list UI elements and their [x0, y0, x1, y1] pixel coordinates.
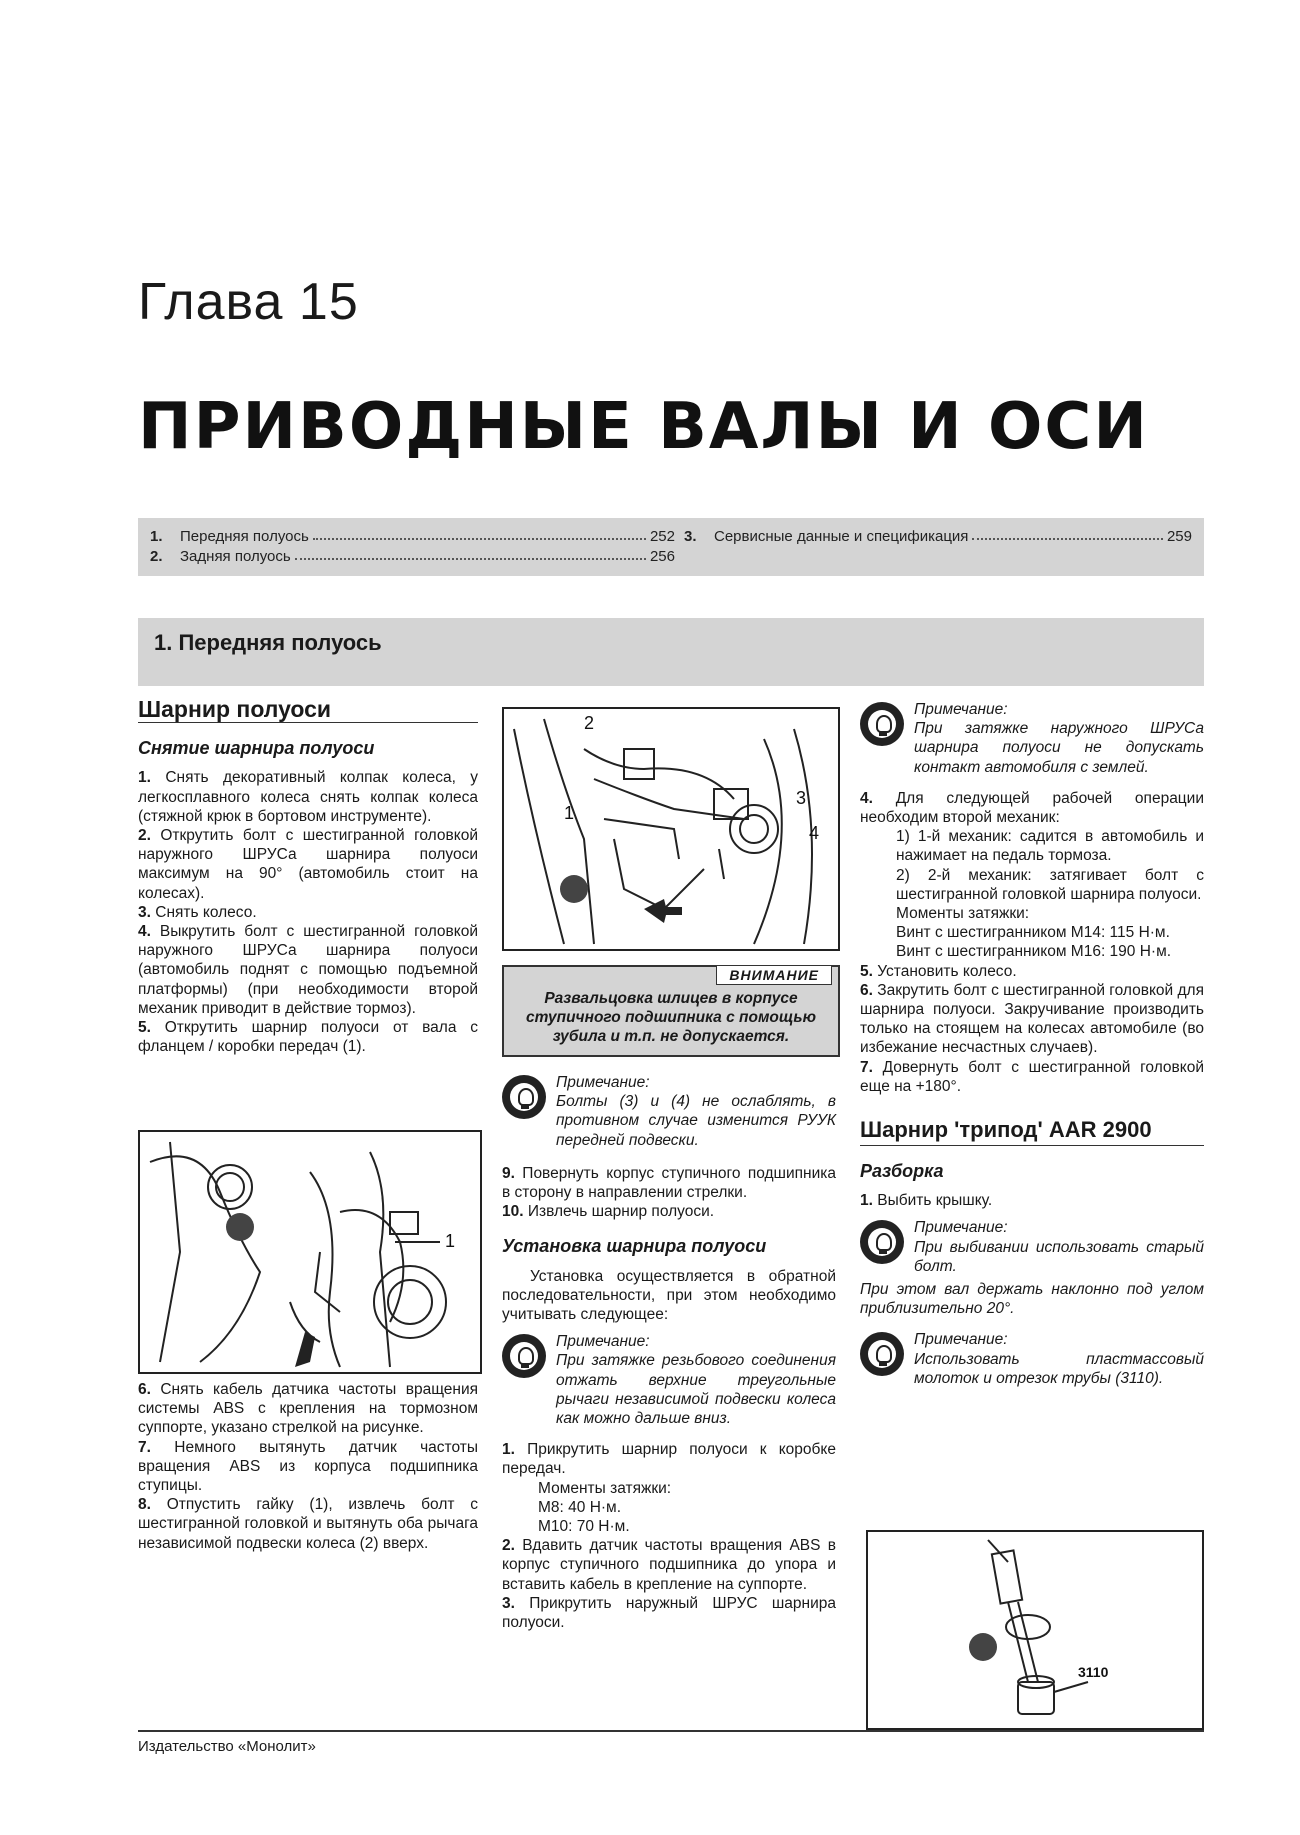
list-item: 1. Прикрутить шарнир полуоси к коробке передач. [502, 1441, 836, 1478]
figure-tripod [866, 1530, 1204, 1730]
column-3 [860, 700, 1204, 1398]
list-item: 7. Немного вытянуть датчик частоты вращения ABS из корпуса подшипника ступицы. [138, 1438, 478, 1495]
toc-page: 256 [649, 548, 675, 565]
list-item: 1. Снять декоративный колпак колеса, у легкосплавного колеса снять колпак колеса (стяжной крюк в бортовом инструменте). [138, 769, 478, 825]
subheading-removal: Снятие шарнира полуоси [138, 738, 375, 759]
lightbulb-icon [502, 1075, 546, 1119]
chapter-label: Глава 15 [138, 273, 359, 331]
warning-text: Развальцовка шлицев в корпусе ступичного подшипника с помощью зубила и т.п. не допускается. [525, 990, 817, 1045]
column-1-continued [138, 1380, 478, 1553]
column-1 [138, 696, 479, 1056]
figure-label: 1 [564, 803, 575, 823]
note-text: Болты (3) и (4) не ослаблять, в противном случае изменится РУУК передней подвески. [556, 1093, 836, 1149]
toc-item[interactable] [150, 528, 675, 545]
lightbulb-icon [860, 1332, 904, 1376]
list-item: 2. Открутить болт с шестигранной головкой наружного ШРУСа шарнира полуоси максимум на 90° (автомобиль стоит на колесах). [138, 827, 478, 902]
toc-page: 259 [1166, 528, 1192, 545]
sub-item: 1) 1-й механик: садится в автомобиль и нажимает на педаль тормоза. [896, 828, 1204, 865]
torque-value: М8: 40 Н·м. [538, 1498, 622, 1516]
torque-head: Моменты затяжки: [538, 1479, 672, 1497]
note [502, 1332, 836, 1428]
heading-tripod: Шарнир 'трипод' AAR 2900 [860, 1118, 1204, 1146]
note [860, 700, 1204, 777]
note-text-extra: При этом вал держать наклонно под углом приблизительно 20°. [860, 1281, 1204, 1318]
warning-tag: ВНИМАНИЕ [716, 965, 832, 985]
figure-drawing [140, 1132, 480, 1372]
warning-box [502, 965, 840, 1057]
paragraph: Установка осуществляется в обратной последовательности, при этом необходимо учитывать следующее: [502, 1267, 836, 1324]
toc-page: 252 [649, 528, 675, 545]
note-text: При выбивании использовать старый болт. [914, 1238, 1204, 1275]
figure-label: 1 [445, 1231, 456, 1251]
toc-num: 1. [150, 528, 163, 545]
list-item: 9. Повернуть корпус ступичного подшипника в сторону в направлении стрелки. [502, 1164, 836, 1202]
lightbulb-icon [502, 1334, 546, 1378]
note-text: При затяжке наружного ШРУСа шарнира полуоси не допускать контакт автомобиля с землей. [914, 720, 1204, 776]
torque-value: Винт с шестигранником М14: 115 Н·м. [896, 924, 1170, 942]
figure-hub-bearing [502, 707, 840, 951]
list-item: 2. Вдавить датчик частоты вращения ABS в корпус ступичного подшипника до упора и вставить кабель в крепление на суппорте. [502, 1537, 837, 1593]
subheading-disassembly: Разборка [860, 1161, 944, 1182]
figure-label: 2 [584, 713, 595, 733]
page-title: ПРИВОДНЫЕ ВАЛЫ И ОСИ [138, 390, 1149, 464]
toc-label: Задняя полуось [180, 548, 291, 565]
subheading-install: Установка шарнира полуоси [502, 1236, 767, 1257]
section-header [138, 618, 1204, 686]
list-item: 6. Закрутить болт с шестигранной головкой для шарнира полуоси. Закручивание производить только на стоящем на колесах автомобиле (во избежание несчастных случаев). [860, 981, 1204, 1057]
list-item: 7. Довернуть болт с шестигранной головкой еще на +180°. [860, 1058, 1204, 1095]
note [860, 1218, 1204, 1276]
toc-num: 3. [684, 528, 697, 545]
note-head: Примечание: [914, 1219, 1008, 1237]
toc-item[interactable] [684, 528, 1192, 545]
figure-abs-cable [138, 1130, 482, 1374]
figure-label: 3110 [1078, 1664, 1109, 1680]
figure-drawing [868, 1532, 1202, 1728]
note [502, 1073, 836, 1150]
note-text: Использовать пластмассовый молоток и отрезок трубы (3110). [914, 1350, 1204, 1387]
list-item: 8. Отпустить гайку (1), извлечь болт с шестигранной головкой и вытянуть оба рычага независимой подвески колеса (2) вверх. [138, 1496, 478, 1552]
toc-item[interactable] [150, 548, 675, 565]
list-item: 4. Для следующей рабочей операции необходим второй механик: [860, 789, 1205, 827]
note-head: Примечание: [914, 701, 1008, 718]
list-item: 4. Выкрутить болт с шестигранной головкой наружного ШРУСа шарнира полуоси (автомобиль поднят с помощью подъемной платформы) (при необходимости второй механик приводит в действие тормоз). [138, 923, 479, 1017]
note-text: При затяжке резьбового соединения отжать верхние треугольные рычаги независимой подвески колеса как можно дальше вниз. [556, 1352, 836, 1428]
list-item: 6. Снять кабель датчика частоты вращения системы ABS с крепления на тормозном суппорте, указано стрелкой на рисунке. [138, 1381, 478, 1437]
note-head: Примечание: [914, 1331, 1008, 1349]
sub-item: 2) 2-й механик: затягивает болт с шестигранной головкой шарнира полуоси. [896, 866, 1204, 903]
table-of-contents [138, 518, 1204, 576]
toc-num: 2. [150, 548, 163, 565]
list-item: 5. Установить колесо. [860, 962, 1017, 980]
toc-label: Передняя полуось [180, 528, 309, 545]
list-item: 10. Извлечь шарнир полуоси. [502, 1203, 715, 1221]
torque-value: М10: 70 Н·м. [538, 1518, 630, 1536]
note-head: Примечание: [556, 1074, 650, 1091]
torque-value: Винт с шестигранником М16: 190 Н·м. [896, 943, 1172, 961]
figure-label: 3 [796, 788, 807, 808]
lightbulb-icon [860, 702, 904, 746]
note-head: Примечание: [556, 1333, 650, 1351]
footer-divider [138, 1730, 1204, 1732]
lightbulb-icon [860, 1220, 904, 1264]
toc-label: Сервисные данные и спецификация [714, 528, 969, 545]
figure-label: 4 [809, 823, 820, 843]
figure-drawing [504, 709, 838, 949]
note [860, 1330, 1204, 1388]
list-item: 3. Прикрутить наружный ШРУС шарнира полуоси. [502, 1594, 837, 1632]
column-2 [502, 1065, 836, 1632]
torque-head: Моменты затяжки: [896, 905, 1030, 923]
heading-joint: Шарнир полуоси [138, 700, 478, 723]
list-item: 5. Открутить шарнир полуоси от вала с фланцем / коробки передач (1). [138, 1019, 478, 1056]
section-title: 1. Передняя полуось [154, 630, 382, 655]
list-item: 3. Снять колесо. [138, 903, 257, 921]
list-item: 1. Выбить крышку. [860, 1192, 993, 1210]
footer-publisher: Издательство «Монолит» [138, 1738, 316, 1755]
